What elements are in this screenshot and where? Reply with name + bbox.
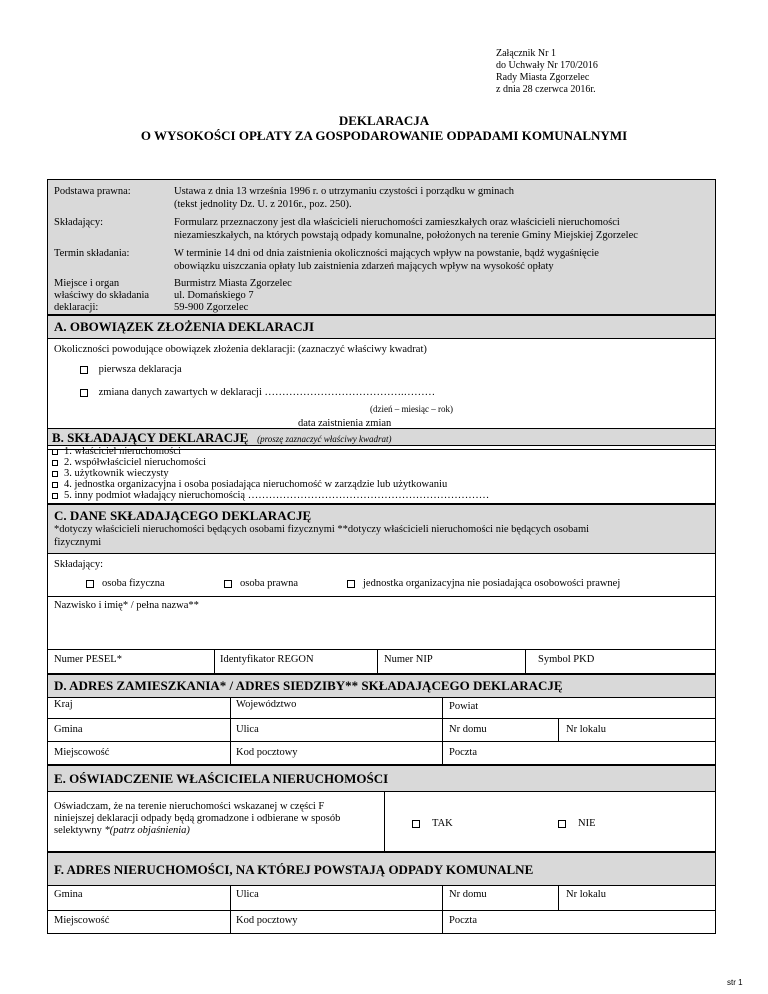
checkbox[interactable] [558, 820, 566, 828]
house-number-label: Nr domu [449, 889, 487, 900]
street-label: Ulica [236, 889, 259, 900]
basis-text: Ustawa z dnia 13 września 1996 r. o utrzymaniu czystości i porządku w gminach [174, 186, 514, 197]
annex-line: Załącznik Nr 1 [496, 48, 556, 59]
change-option[interactable] [80, 387, 435, 398]
divider [48, 596, 715, 597]
submitter-type-option[interactable] [52, 457, 206, 468]
country-label: Kraj [54, 699, 73, 710]
org-unit-label: jednostka organizacyjna nie posiadająca osobowości prawnej [363, 578, 621, 589]
checkbox[interactable] [52, 471, 58, 477]
section-c-header-bar [48, 505, 715, 554]
annex-line: z dnia 28 czerwca 2016r. [496, 84, 596, 95]
postcode-label: Kod pocztowy [236, 915, 298, 926]
deadline-text: obowiązku uiszczania opłaty lub zaistnienia zdarzeń mających wpływ na wysokość opłaty [174, 261, 554, 272]
checkbox[interactable] [80, 366, 88, 374]
divider [48, 649, 715, 650]
checkbox[interactable] [52, 460, 58, 466]
submitter-type-option[interactable] [52, 479, 447, 490]
divider [377, 649, 378, 673]
checkbox[interactable] [80, 389, 88, 397]
divider [48, 741, 715, 742]
flat-number-label: Nr lokalu [566, 724, 606, 735]
voivodeship-label: Województwo [236, 699, 297, 710]
checkbox[interactable] [224, 580, 232, 588]
section-f-header-bar [48, 853, 715, 886]
section-d-header-bar [48, 675, 715, 698]
basis-label: Podstawa prawna: [54, 186, 131, 197]
page-number: str 1 [727, 978, 743, 987]
section-b-header-wrap [52, 430, 392, 446]
nip-label: Numer NIP [384, 654, 433, 665]
place-label: właściwy do składania [54, 290, 150, 301]
place-text: Burmistrz Miasta Zgorzelec [174, 278, 292, 289]
section-c-note: fizycznymi [54, 537, 102, 548]
info-block [47, 179, 716, 315]
title-line: DEKLARACJA [338, 113, 430, 128]
place-label: Miejsce i organ [54, 278, 120, 289]
document-title [0, 113, 768, 143]
divider [230, 885, 231, 933]
place-label: deklaracji: [54, 302, 99, 313]
section-a-header: A. OBOWIĄZEK ZŁOŻENIA DEKLARACJI [54, 319, 315, 334]
natural-person-label: osoba fizyczna [102, 578, 165, 589]
checkbox[interactable] [52, 493, 58, 499]
commune-label: Gmina [54, 724, 83, 735]
divider [558, 885, 559, 910]
flat-number-label: Nr lokalu [566, 889, 606, 900]
submitter-type-option[interactable] [52, 468, 169, 479]
submitter-type-option[interactable] [52, 446, 181, 457]
org-unit-option[interactable] [347, 578, 620, 589]
place-text: ul. Domańskiego 7 [174, 290, 254, 301]
section-a-header-bar [48, 316, 715, 339]
divider [214, 649, 215, 673]
postcode-label: Kod pocztowy [236, 747, 298, 758]
yes-option[interactable] [412, 818, 453, 829]
section-c-note: *dotyczy właścicieli nieruchomości będących osobami fizycznymi **dotyczy właścicieli nieruchomości nie będących osobami [54, 524, 590, 535]
post-office-label: Poczta [449, 747, 477, 758]
deadline-text: W terminie 14 dni od dnia zaistnienia okoliczności mających wpływ na powstanie, bądź wygaśnięcie [174, 248, 599, 259]
submitter-kind-label: Składający: [54, 559, 103, 570]
annex-line: do Uchwały Nr 170/2016 [496, 60, 598, 71]
submitter-text: niezamieszkałych, na których powstają odpady komunalne, położonych na terenie Gminy Miejskiej Zgorzelec [174, 230, 638, 241]
section-f [47, 852, 716, 934]
statement-text: selektywny [54, 825, 105, 836]
no-option[interactable] [558, 818, 596, 829]
submitter-type-label: 2. współwłaściciel nieruchomości [64, 457, 207, 468]
no-label: NIE [578, 818, 596, 829]
annex-note [496, 48, 598, 96]
submitter-type-option[interactable] [52, 490, 489, 501]
section-f-header: F. ADRES NIERUCHOMOŚCI, NA KTÓREJ POWSTAJĄ ODPADY KOMUNALNE [54, 862, 534, 877]
checkbox[interactable] [52, 482, 58, 488]
statement-text: Oświadczam, że na terenie nieruchomości wskazanej w części F [54, 801, 325, 812]
first-declaration-label: pierwsza deklaracja [98, 364, 182, 375]
section-c [47, 504, 716, 674]
section-e-header-bar [48, 766, 715, 792]
title-line: O WYSOKOŚCI OPŁATY ZA GOSPODAROWANIE ODPADAMI KOMUNALNYMI [140, 128, 628, 143]
divider [442, 697, 443, 764]
section-d [47, 674, 716, 765]
city-label: Miejscowość [54, 747, 110, 758]
house-number-label: Nr domu [449, 724, 487, 735]
place-text: 59-900 Zgorzelec [174, 302, 249, 313]
date-label: data zaistnienia zmian [298, 418, 392, 429]
section-e [47, 765, 716, 852]
divider [525, 649, 526, 673]
first-declaration-option[interactable] [80, 364, 182, 375]
section-b-header: B. SKŁADAJĄCY DEKLARACJĘ [52, 430, 249, 445]
section-b-header-bar [48, 429, 715, 446]
submitter-type-label: 4. jednostka organizacyjna i osoba posiadająca nieruchomość w zarządzie lub użytkowaniu [64, 479, 448, 490]
date-hint: (dzień – miesiąc – rok) [370, 404, 453, 414]
divider [230, 697, 231, 764]
section-d-header: D. ADRES ZAMIESZKANIA* / ADRES SIEDZIBY** SKŁADAJĄCEGO DEKLARACJĘ [54, 678, 563, 693]
change-label: zmiana danych zawartych w deklaracji ………………………………….……… [98, 387, 436, 398]
submitter-label: Składający: [54, 217, 103, 228]
divider [384, 791, 385, 851]
statement-note: *(patrz objaśnienia) [104, 825, 190, 836]
divider [48, 718, 715, 719]
deadline-label: Termin składania: [54, 248, 130, 259]
checkbox[interactable] [86, 580, 94, 588]
section-e-header: E. OŚWIADCZENIE WŁAŚCICIELA NIERUCHOMOŚCI [54, 771, 389, 786]
divider [48, 910, 715, 911]
statement-text-wrap [54, 825, 190, 836]
regon-label: Identyfikator REGON [220, 654, 314, 665]
submitter-text: Formularz przeznaczony jest dla właścicieli nieruchomości zamieszkałych oraz właścicieli nieruchomości [174, 217, 620, 228]
commune-label: Gmina [54, 889, 83, 900]
street-label: Ulica [236, 724, 259, 735]
section-c-header: C. DANE SKŁADAJĄCEGO DEKLARACJĘ [54, 508, 312, 523]
pkd-label: Symbol PKD [538, 654, 595, 665]
statement-text: niniejszej deklaracji odpady będą gromadzone i odbierane w sposób [54, 813, 341, 824]
city-label: Miejscowość [54, 915, 110, 926]
basis-text: (tekst jednolity Dz. U. z 2016r., poz. 250). [174, 199, 352, 210]
submitter-type-label: 3. użytkownik wieczysty [64, 468, 169, 479]
annex-line: Rady Miasta Zgorzelec [496, 72, 590, 83]
legal-person-option[interactable] [224, 578, 298, 589]
checkbox[interactable] [52, 449, 58, 455]
circumstances-text: Okoliczności powodujące obowiązek złożenia deklaracji: (zaznaczyć właściwy kwadrat) [54, 344, 427, 355]
checkbox[interactable] [347, 580, 355, 588]
submitter-type-label: 5. inny podmiot władający nieruchomością …………………………………………………………… [64, 490, 490, 501]
section-b [47, 428, 716, 504]
yes-label: TAK [432, 818, 453, 829]
post-office-label: Poczta [449, 915, 477, 926]
submitter-type-label: 1. właściciel nieruchomości [64, 446, 181, 457]
divider [558, 718, 559, 741]
divider [442, 885, 443, 933]
natural-person-option[interactable] [86, 578, 165, 589]
district-label: Powiat [449, 701, 479, 712]
legal-person-label: osoba prawna [240, 578, 299, 589]
name-label: Nazwisko i imię* / pełna nazwa** [54, 600, 199, 611]
pesel-label: Numer PESEL* [54, 654, 122, 665]
section-b-note: (proszę zaznaczyć właściwy kwadrat) [257, 434, 392, 444]
checkbox[interactable] [412, 820, 420, 828]
